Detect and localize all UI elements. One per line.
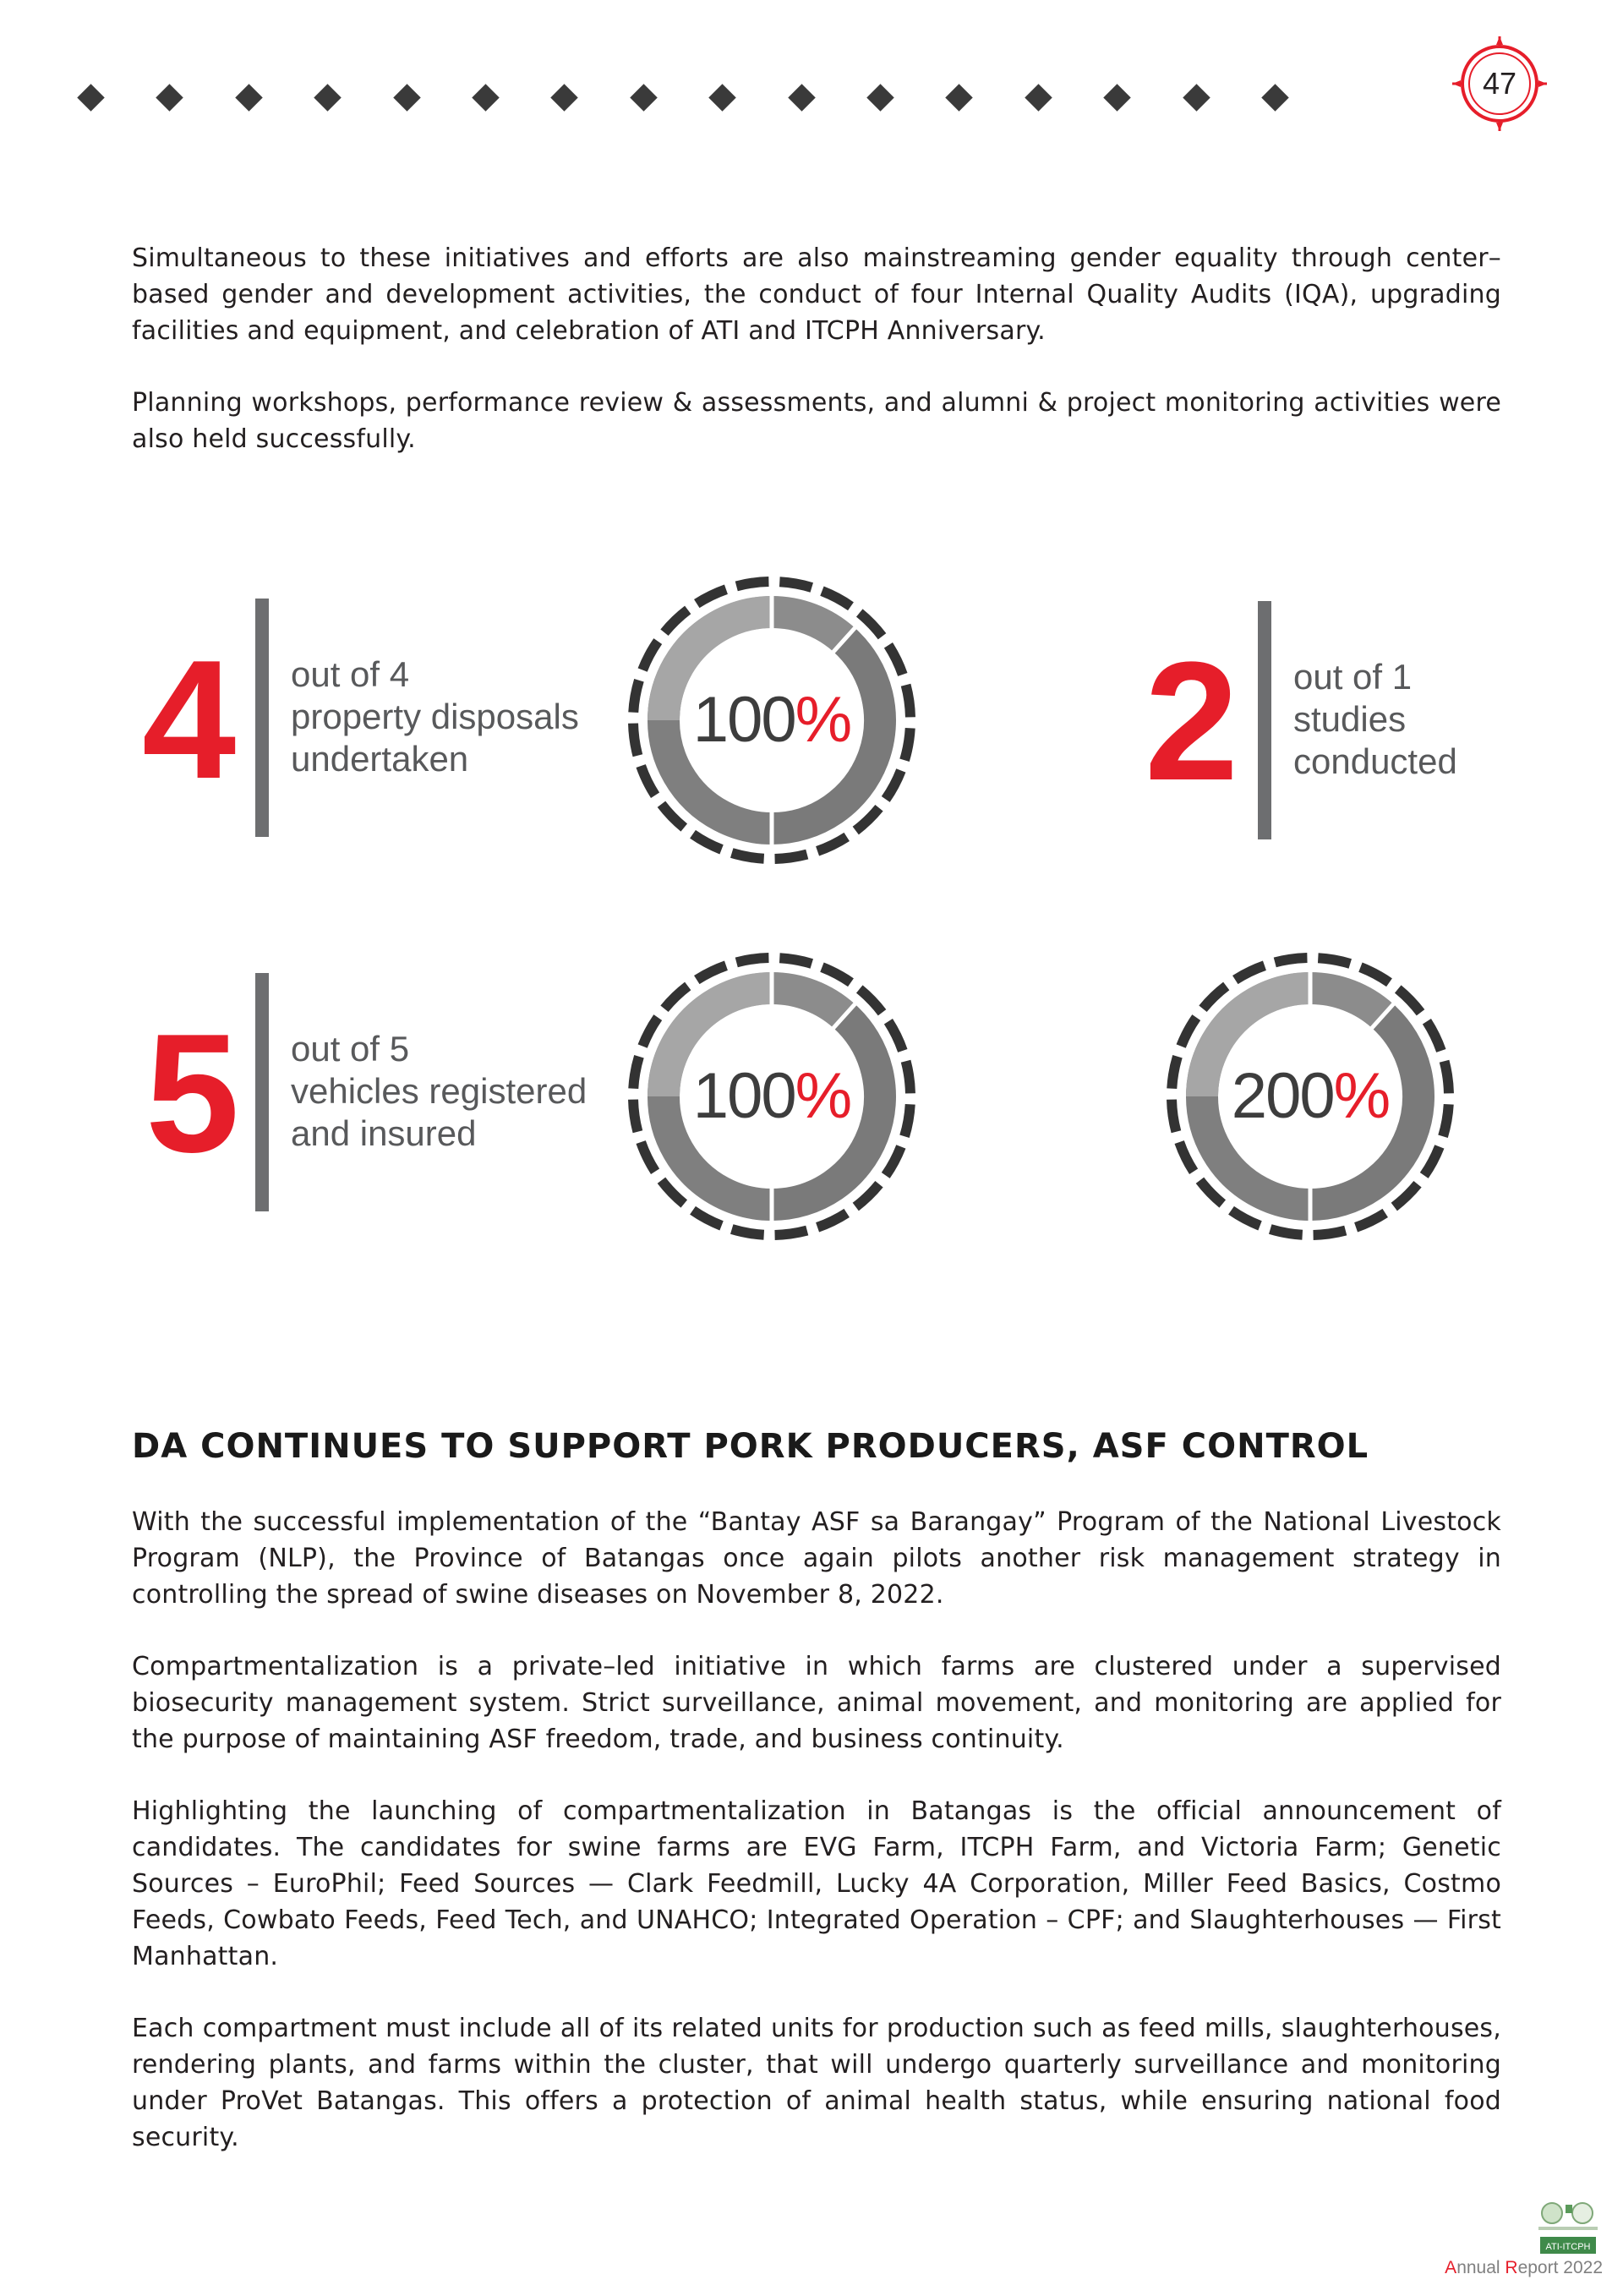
gauge-value: 200% [1231, 1060, 1390, 1132]
intro-paragraph: Simultaneous to these initiatives and efforts are also mainstreaming gender equality through center–based gender and development activities, the conduct of four Internal Quality Audits (IQA), upgrading facilities and equipment, and celebration of ATI and ITCPH Anniversary. [132, 243, 1501, 346]
stat-label-line: undertaken [291, 739, 469, 779]
diamond-icon [788, 84, 816, 112]
diamond-icon [235, 84, 263, 112]
stat-label [291, 653, 579, 780]
diamond-icon [708, 84, 736, 112]
diamond-divider [81, 81, 1298, 115]
stat-number: 5 [145, 999, 240, 1188]
stat-label-line: out of 5 [291, 1029, 410, 1069]
article-paragraph: Highlighting the launching of compartmentalization in Batangas is the official announcement of candidates. The candidates for swine farms are EVG Farm, ITCPH Farm, and Victoria Farm; Genetic Sources – EuroPhil; Feed Sources — Clark Feedmill, Lucky 4A Corporation, Miller Feed Basics, Costmo Feeds, Cowbato Feeds, Feed Tech, and UNAHCO; Integrated Operation – CPF; and Slaughterhouses — First Manhattan. [132, 1796, 1501, 1971]
stat-label-line: vehicles registered [291, 1071, 587, 1111]
section-heading: DA CONTINUES TO SUPPORT PORK PRODUCERS, ASF CONTROL [132, 1427, 1369, 1466]
article-paragraph: Compartmentalization is a private–led initiative in which farms are clustered under a supervised biosecurity management system. Strict surveillance, animal movement, and monitoring are applied for the purpose of maintaining ASF freedom, trade, and business continuity. [132, 1652, 1501, 1754]
stat-divider [255, 973, 269, 1211]
stat-label-line: conducted [1293, 741, 1457, 781]
stat-label-line: studies [1293, 699, 1407, 739]
stat-label [291, 1028, 587, 1155]
stat-number: 2 [1145, 627, 1239, 816]
logo-text: ATI-ITCPH [1545, 2242, 1591, 2252]
stat-label-line: out of 1 [1293, 657, 1413, 697]
diamond-icon [472, 84, 500, 112]
stat-number: 4 [142, 626, 237, 814]
diamond-icon [866, 84, 894, 112]
diamond-icon [1103, 84, 1131, 112]
report-title: Annual Report 2022 [1445, 2258, 1603, 2277]
diamond-icon [1025, 84, 1052, 112]
stat-divider [255, 599, 269, 837]
stat-label-line: property disposals [291, 697, 579, 736]
ati-itcph-logo [1533, 2200, 1603, 2257]
diamond-icon [156, 84, 184, 112]
diamond-icon [314, 84, 342, 112]
diamond-icon [630, 84, 658, 112]
diamond-icon [393, 84, 421, 112]
percent-gauge [621, 946, 922, 1247]
diamond-icon [1261, 84, 1289, 112]
stat-label [1293, 656, 1457, 783]
page-number-badge [1452, 36, 1547, 131]
stat-label-line: out of 4 [291, 654, 410, 694]
stat-label-line: and insured [291, 1113, 477, 1153]
diamond-icon [946, 84, 974, 112]
diamond-icon [551, 84, 579, 112]
percent-gauge [1160, 946, 1461, 1247]
article-paragraph: Each compartment must include all of its related units for production such as feed mills, slaughterhouses, rendering plants, and farms within the cluster, that will undergo quarterly surveillance and monitoring under ProVet Batangas. This offers a protection of animal health status, while ensuring national food security. [132, 2014, 1501, 2152]
gauge-value: 100% [692, 1060, 851, 1132]
page-number: 47 [1482, 66, 1517, 101]
gauge-value: 100% [692, 684, 851, 756]
article-paragraph: With the successful implementation of the “Bantay ASF sa Barangay” Program of the National Livestock Program (NLP), the Province of Batangas once again pilots another risk management strategy in controlling the spread of swine diseases on November 8, 2022. [132, 1507, 1501, 1610]
stat-divider [1258, 601, 1271, 839]
intro-paragraph: Planning workshops, performance review & assessments, and alumni & project monitoring activities were also held successfully. [132, 388, 1501, 454]
diamond-icon [77, 84, 105, 112]
diamond-icon [1183, 84, 1210, 112]
percent-gauge [621, 570, 922, 871]
